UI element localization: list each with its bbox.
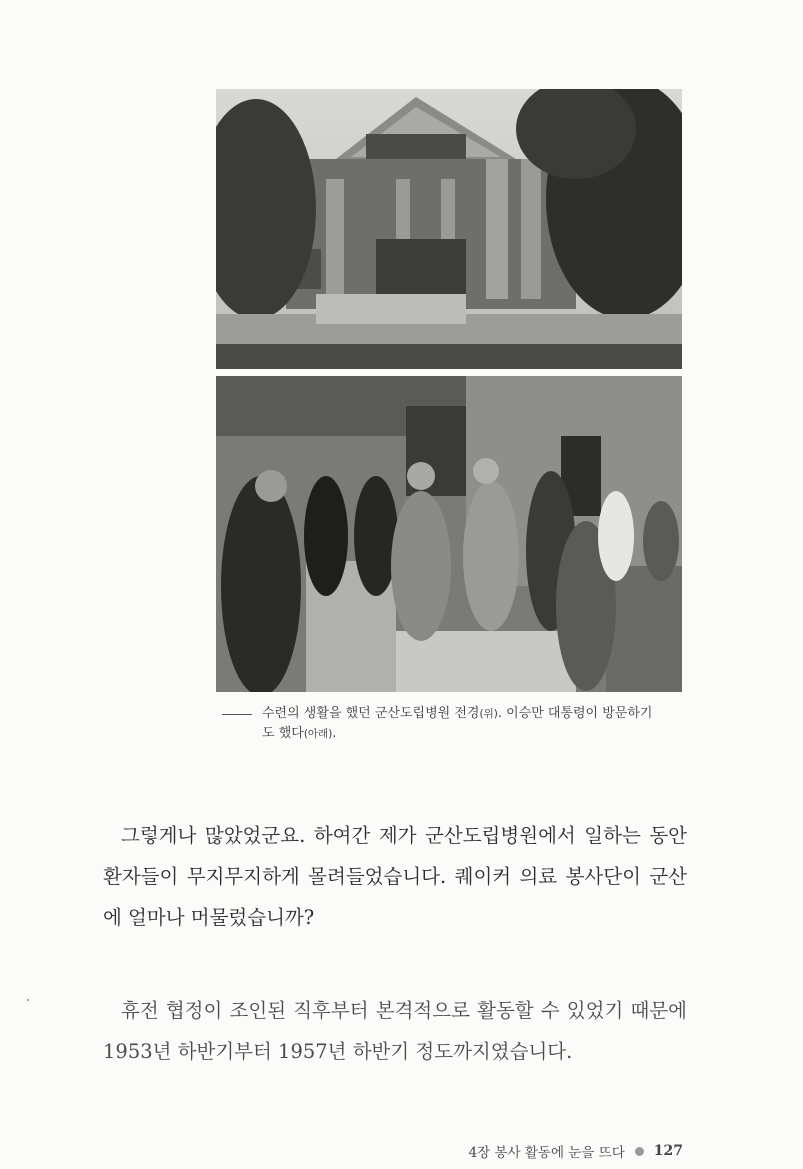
caption-line2: 도 했다 — [262, 726, 304, 741]
answer-paragraph — [103, 990, 687, 1072]
page-number: 127 — [653, 1143, 683, 1159]
president-visit-photo — [216, 376, 682, 692]
chapter-title: 4장 봉사 활동에 눈을 뜨다 — [468, 1145, 625, 1161]
caption-rule — [222, 714, 252, 715]
caption-line1: 수련의 생활을 했던 군산도립병원 전경 — [262, 706, 480, 721]
question-text: 그렇게나 많았었군요. 하여간 제가 군산도립병원에서 일하는 동안 환자들이 무지무지하게 몰려들었습니다. 퀘이커 의료 봉사단이 군산에 얼마나 머물렀습니까? — [103, 824, 687, 929]
caption-note-bottom: (아래) — [303, 728, 333, 740]
question-paragraph — [103, 815, 687, 938]
president-visit-image — [216, 376, 682, 692]
caption-line1b: . 이승만 대통령이 방문하기 — [497, 706, 653, 721]
footer-dot-icon — [635, 1147, 644, 1156]
caption-line2b: . — [332, 726, 337, 741]
answer-text: 휴전 협정이 조인된 직후부터 본격적으로 활동할 수 있었기 때문에 1953년 하반기부터 1957년 하반기 정도까지였습니다. — [103, 999, 687, 1063]
caption-note-top: (위) — [479, 708, 498, 720]
margin-speck — [27, 999, 29, 1001]
page-footer — [469, 1141, 683, 1161]
photo-caption — [262, 704, 692, 744]
hospital-building-photo — [216, 89, 682, 369]
hospital-building-image — [216, 89, 682, 369]
